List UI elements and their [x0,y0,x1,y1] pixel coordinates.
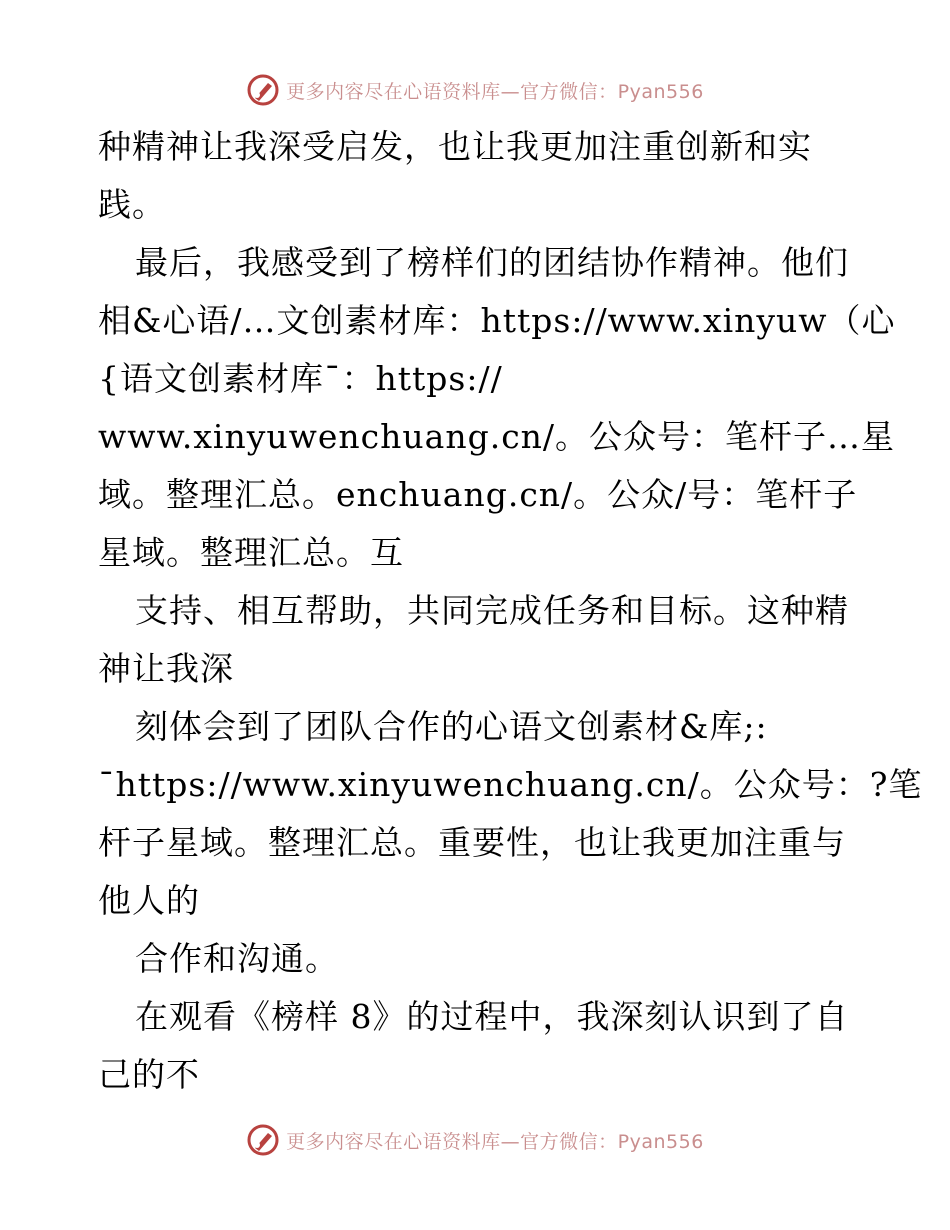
header-banner-text: 更多内容尽在心语资料库—官方微信：Pyan556 [286,80,704,103]
body-line-4: 相&心语/…文创素材库：https://www.xinyuw（心 [98,301,896,340]
body-line-11: 刻体会到了团队合作的心语文创素材&库;: [135,707,768,746]
body-line-1: 种精神让我深受启发，也让我更加注重创新和实 [98,127,812,166]
body-line-13: 杆子星域。整理汇总。重要性，也让我更加注重与 [98,823,846,862]
header-banner-inner [246,73,704,107]
body-line-7: 域。整理汇总。enchuang.cn/。公众/号：笔杆子 [98,475,858,514]
pen-logo-icon [246,1123,280,1157]
body-line-10: 神让我深 [98,649,234,688]
pen-logo-icon [246,73,280,107]
body-line-5: {语文创素材库¯：https:// [98,359,503,398]
body-line-17: 己的不 [98,1055,200,1094]
header-banner [0,70,950,110]
body-line-16: 在观看《榜样 8》的过程中，我深刻认识到了自 [135,997,849,1036]
body-line-8: 星域。整理汇总。互 [98,533,404,572]
footer-banner-inner [246,1123,704,1157]
body-line-15: 合作和沟通。 [135,939,339,978]
body-line-9: 支持、相互帮助，共同完成任务和目标。这种精 [135,591,849,630]
body-line-3: 最后，我感受到了榜样们的团结协作精神。他们 [135,243,849,282]
document-body [98,118,923,1104]
body-line-12: ¯https://www.xinyuwenchuang.cn/。公众号：?笔 [98,765,923,804]
body-line-6: www.xinyuwenchuang.cn/。公众号：笔杆子…星 [98,417,896,456]
footer-banner-text: 更多内容尽在心语资料库—官方微信：Pyan556 [286,1130,704,1153]
body-line-14: 他人的 [98,881,200,920]
footer-banner [0,1120,950,1160]
body-line-2: 践。 [98,185,166,224]
